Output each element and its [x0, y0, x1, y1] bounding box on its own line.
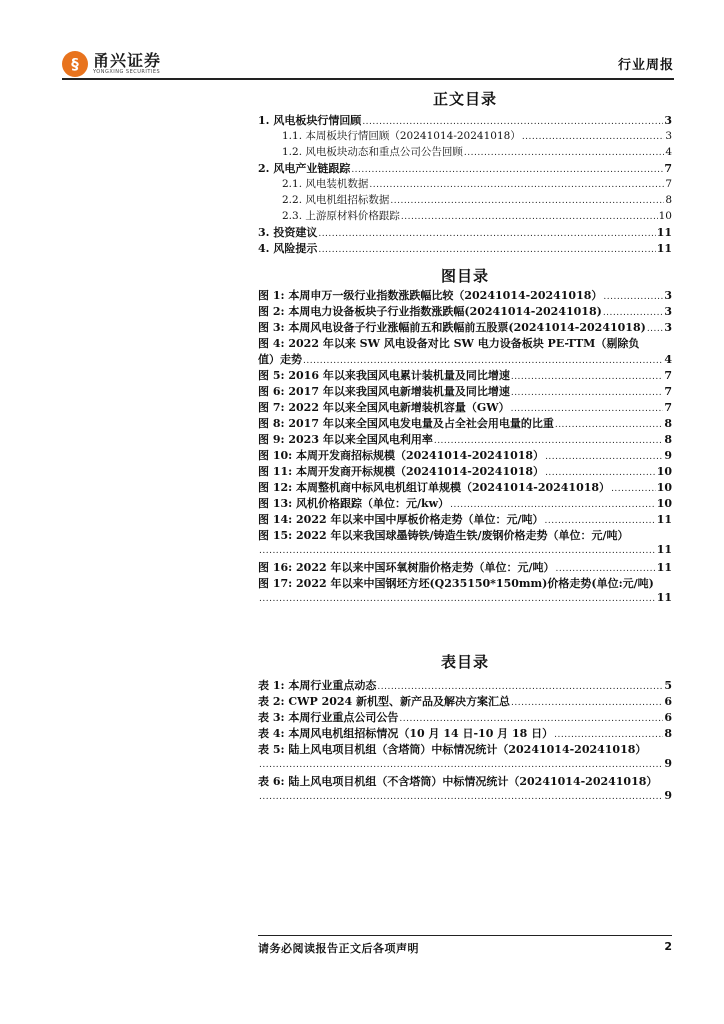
table-entry-line1[interactable]: 表 5: 陆上风电项目机组（含塔筒）中标情况统计（20241014-20241018）: [258, 743, 647, 756]
figure-entry-line2[interactable]: ..... 11: [258, 543, 672, 559]
toc-entry[interactable]: 4. 风险提示 ..... 11: [258, 240, 672, 256]
figure-entry[interactable]: 图 11: 本周开发商开标规模（20241014-20241018） ..... 10: [258, 463, 672, 479]
figure-entry[interactable]: 图 16: 2022 年以来中国环氧树脂价格走势（单位：元/吨） ..... 11: [258, 559, 672, 575]
figure-entry[interactable]: 图 6: 2017 年以来我国风电新增装机量及同比增速 ..... 7: [258, 383, 672, 399]
figure-entry[interactable]: 图 2: 本周电力设备板块子行业指数涨跌幅(20241014-20241018) ..... 3: [258, 303, 672, 319]
toc-entry[interactable]: 2.3. 上游原材料价格跟踪 ..... 10: [258, 208, 672, 224]
table-entry[interactable]: 表 4: 本周风电机组招标情况（10 月 14 日-10 月 18 日） ..... 8: [258, 725, 672, 741]
toc-entry[interactable]: 1. 风电板块行情回顾 ..... 3: [258, 112, 672, 128]
table-list-title: 表目录: [440, 653, 489, 671]
figure-entry-line1[interactable]: 图 17: 2022 年以来中国钢坯方坯(Q235150*150mm)价格走势(单位:元/吨): [258, 577, 654, 590]
table-entry-line2[interactable]: ..... 9: [258, 789, 672, 805]
brand-logo: [62, 50, 161, 78]
figure-entry[interactable]: 图 9: 2023 年以来全国风电利用率 ..... 8: [258, 431, 672, 447]
table-entry[interactable]: 表 3: 本周行业重点公司公告 ..... 6: [258, 709, 672, 725]
brand-name-en: YONGXING SECURITIES: [93, 69, 161, 75]
toc-entry[interactable]: 1.1. 本周板块行情回顾（20241014-20241018） ..... 3: [258, 128, 672, 144]
report-type-label: 行业周报: [617, 58, 674, 73]
page-header: [62, 46, 674, 76]
figure-list: [258, 287, 672, 607]
figure-entry-line2[interactable]: 值）走势 ..... 4: [258, 351, 672, 367]
table-entry-line2[interactable]: ..... 9: [258, 757, 672, 773]
table-entry[interactable]: 表 1: 本周行业重点动态 ..... 5: [258, 677, 672, 693]
figure-entry[interactable]: 图 7: 2022 年以来全国风电新增装机容量（GW） ..... 7: [258, 399, 672, 415]
figure-entry[interactable]: 图 14: 2022 年以来中国中厚板价格走势（单位：元/吨） ..... 11: [258, 511, 672, 527]
toc-entry[interactable]: 3. 投资建议 ..... 11: [258, 224, 672, 240]
toc-list: [258, 112, 672, 256]
toc-entry[interactable]: 1.2. 风电板块动态和重点公司公告回顾 ..... 4: [258, 144, 672, 160]
brand-logo-icon: §: [62, 51, 88, 77]
header-divider: [62, 78, 674, 80]
table-list: [258, 677, 672, 805]
figure-entry[interactable]: 图 13: 风机价格跟踪（单位：元/kw） ..... 10: [258, 495, 672, 511]
figure-entry[interactable]: 图 8: 2017 年以来全国风电发电量及占全社会用电量的比重 ..... 8: [258, 415, 672, 431]
toc-title: 正文目录: [432, 90, 497, 108]
table-entry-line1[interactable]: 表 6: 陆上风电项目机组（不含塔筒）中标情况统计（20241014-20241018）: [258, 775, 658, 788]
page-number: 2: [664, 940, 672, 953]
figure-entry[interactable]: 图 10: 本周开发商招标规模（20241014-20241018） ..... 9: [258, 447, 672, 463]
brand-name-cn: 甬兴证券: [93, 51, 162, 70]
figure-entry[interactable]: 图 3: 本周风电设备子行业涨幅前五和跌幅前五股票(20241014-20241018) ..... 3: [258, 319, 672, 335]
toc-entry[interactable]: 2. 风电产业链跟踪 ..... 7: [258, 160, 672, 176]
figure-entry[interactable]: 图 1: 本周申万一级行业指数涨跌幅比较（20241014-20241018） ..... 3: [258, 287, 672, 303]
table-entry[interactable]: 表 2: CWP 2024 新机型、新产品及解决方案汇总 ..... 6: [258, 693, 672, 709]
disclaimer-note: 请务必阅读报告正文后各项声明: [258, 942, 419, 955]
toc-content: [258, 88, 672, 805]
figure-entry-line1[interactable]: 图 15: 2022 年以来我国球墨铸铁/铸造生铁/废钢价格走势（单位：元/吨）: [258, 529, 629, 542]
figure-entry-line2[interactable]: ..... 11: [258, 591, 672, 607]
toc-entry[interactable]: 2.1. 风电装机数据 ..... 7: [258, 176, 672, 192]
figure-entry[interactable]: 图 5: 2016 年以来我国风电累计装机量及同比增速 ..... 7: [258, 367, 672, 383]
footer-divider: [258, 935, 672, 936]
toc-entry[interactable]: 2.2. 风电机组招标数据 ..... 8: [258, 192, 672, 208]
figure-entry[interactable]: 图 12: 本周整机商中标风电机组订单规模（20241014-20241018） ..... 10: [258, 479, 672, 495]
figure-entry-line1[interactable]: 图 4: 2022 年以来 SW 风电设备对比 SW 电力设备板块 PE-TTM（剔除负: [258, 337, 640, 350]
figure-list-title: 图目录: [440, 267, 489, 285]
